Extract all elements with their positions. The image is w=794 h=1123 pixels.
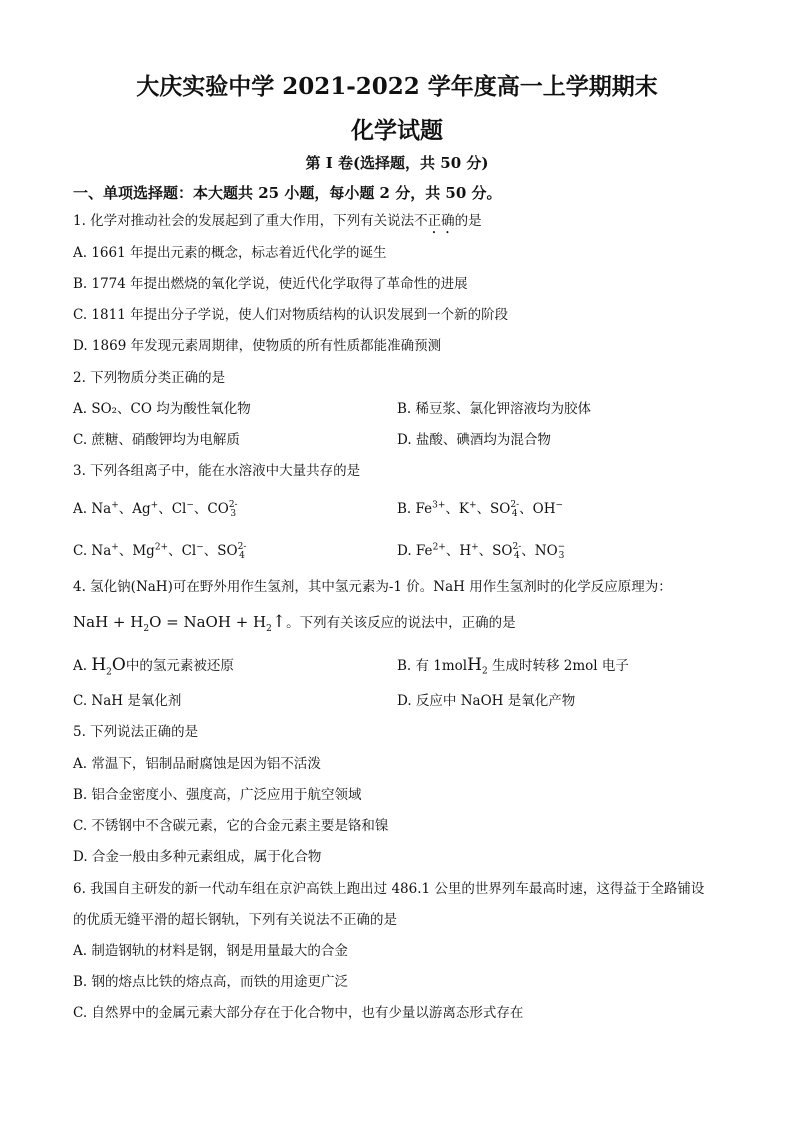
q5-option-c: C. 不锈钢中不含碳元素，它的合金元素主要是铬和镍 bbox=[73, 818, 389, 834]
q6-stem-line2: 的优质无缝平滑的超长钢轨，下列有关说法不正确的是 bbox=[73, 912, 397, 928]
q2-option-a: A. SO₂、CO 均为酸性氧化物 bbox=[73, 401, 251, 417]
section-heading: 一、单项选择题：本大题共 25 小题，每小题 2 分，共 50 分。 bbox=[73, 184, 502, 202]
q4-equation-line: NaH + $H_2O$ = NaOH + $H_2↑$。下列有关该反应的说法中，正确的是 bbox=[73, 612, 516, 634]
q5-option-b: B. 铝合金密度小、强度高，广泛应用于航空领域 bbox=[73, 787, 362, 803]
water-formula: $H_2O$ bbox=[91, 655, 126, 678]
emphasis-mark: 正确 bbox=[427, 213, 455, 229]
q5-option-a: A. 常温下，铝制品耐腐蚀是因为铝不活泼 bbox=[73, 756, 321, 772]
volume-heading: 第 I 卷(选择题，共 50 分) bbox=[305, 154, 489, 172]
q1-option-c: C. 1811 年提出分子学说，使人们对物质结构的认识发展到一个新的阶段 bbox=[73, 307, 509, 323]
q3-option-d: D. $Fe^{2+}$、H+、SO 2- 4 、NO − 3 bbox=[397, 541, 566, 561]
q1-option-d: D. 1869 年发现元素周期律，使物质的所有性质都能准确预测 bbox=[73, 338, 442, 354]
q6-option-c: C. 自然界中的金属元素大部分存在于化合物中，也有少量以游离态形式存在 bbox=[73, 1005, 524, 1021]
q2-stem: 2. 下列物质分类正确的是 bbox=[73, 370, 226, 386]
q3-option-b: B. $Fe^{3+}$、K+、SO 2- 4 、OH− bbox=[397, 499, 564, 519]
q4-option-b: B. 有 1molH$_2$ 生成时转移 2mol 电子 bbox=[397, 655, 629, 677]
q5-option-d: D. 合金一般由多种元素组成，属于化合物 bbox=[73, 849, 322, 865]
q1-stem: 1. 化学对推动社会的发展起到了重大作用，下列有关说法不正确的是 bbox=[73, 213, 482, 229]
q5-stem: 5. 下列说法正确的是 bbox=[73, 724, 199, 740]
q1-option-a: A. 1661 年提出元素的概念，标志着近代化学的诞生 bbox=[73, 245, 387, 261]
q1-option-b: B. 1774 年提出燃烧的氧化学说，使近代化学取得了革命性的进展 bbox=[73, 276, 468, 292]
q3-stem: 3. 下列各组离子中，能在水溶液中大量共存的是 bbox=[73, 463, 361, 479]
exam-subtitle: 化学试题 bbox=[351, 117, 443, 144]
q3-option-a: A. Na+、Ag+、Cl−、CO 2- 3 bbox=[73, 499, 238, 519]
q2-option-b: B. 稀豆浆、氯化钾溶液均为胶体 bbox=[397, 401, 592, 417]
q2-option-c: C. 蔗糖、硝酸钾均为电解质 bbox=[73, 432, 240, 448]
exam-title: 大庆实验中学 2021-2022 学年度高一上学期期末 bbox=[136, 73, 658, 100]
q4-option-c: C. NaH 是氧化剂 bbox=[73, 693, 182, 709]
q6-option-b: B. 钢的熔点比铁的熔点高，而铁的用途更广泛 bbox=[73, 974, 349, 990]
q4-option-a: A. $H_2O$中的氢元素被还原 bbox=[73, 655, 234, 678]
reaction-equation: NaH + $H_2O$ = NaOH + $H_2↑$ bbox=[73, 612, 287, 634]
q6-stem-line1: 6. 我国自主研发的新一代动车组在京沪高铁上跑出过 486.1 公里的世界列车最高时速，这得益于全路铺设 bbox=[73, 881, 705, 897]
q6-option-a: A. 制造钢轨的材料是钢，钢是用量最大的合金 bbox=[73, 943, 348, 959]
q3-option-c: C. Na+、$Mg^{2+}$、Cl−、SO 2- 4 bbox=[73, 541, 247, 561]
q2-option-d: D. 盐酸、碘酒均为混合物 bbox=[397, 432, 551, 448]
q4-option-d: D. 反应中 NaOH 是氧化产物 bbox=[397, 693, 576, 709]
q4-stem: 4. 氢化钠(NaH)可在野外用作生氢剂，其中氢元素为-1 价。NaH 用作生氢剂时的化学反应原理为： bbox=[73, 579, 672, 595]
